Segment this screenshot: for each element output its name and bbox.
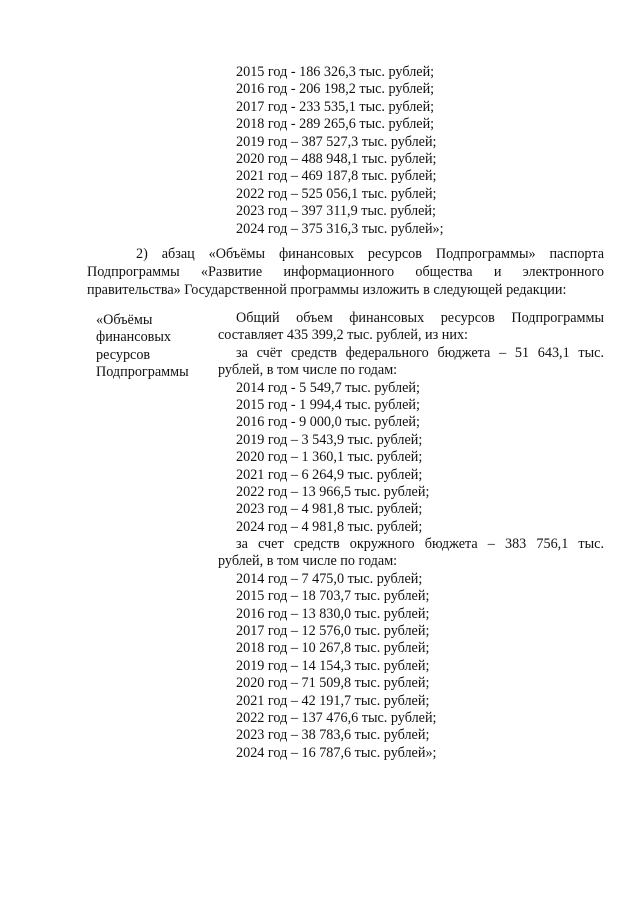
year-line: 2018 год - 289 265,6 тыс. рублей; xyxy=(236,116,435,133)
year-line: 2022 год – 525 056,1 тыс. рублей; xyxy=(236,185,437,202)
total-text-line2: составляет 435 399,2 тыс. рублей, из них: xyxy=(218,327,468,344)
year-line: 2014 год - 5 549,7 тыс. рублей; xyxy=(236,379,420,396)
federal-year-list xyxy=(218,380,604,537)
year-line: 2022 год – 13 966,5 тыс. рублей; xyxy=(236,483,430,500)
year-line: 2021 год – 42 191,7 тыс. рублей; xyxy=(236,692,430,709)
table-right-content xyxy=(218,310,604,762)
year-line: 2020 год – 71 509,8 тыс. рублей; xyxy=(236,675,430,692)
year-line: 2017 год - 233 535,1 тыс. рублей; xyxy=(236,98,435,115)
year-line: 2016 год - 9 000,0 тыс. рублей; xyxy=(236,414,420,431)
district-text-line1: за счет средств окружного бюджета – 383 756,1 тыс. xyxy=(236,536,604,553)
label-line: Подпрограммы xyxy=(96,364,189,381)
year-line: 2018 год – 10 267,8 тыс. рублей; xyxy=(236,640,430,657)
year-line: 2019 год – 14 154,3 тыс. рублей; xyxy=(236,657,430,674)
district-text-line2: рублей, в том числе по годам: xyxy=(218,553,398,570)
amendment-paragraph: 2) абзац «Объёмы финансовых ресурсов Подпрограммы» паспорта Подпрограммы «Развитие информационного общества и электронного правительства» Государственной программы изложить в следующей редакции: xyxy=(87,246,604,298)
year-line: 2019 год – 387 527,3 тыс. рублей; xyxy=(236,133,437,150)
label-line: финансовых xyxy=(96,329,171,346)
year-line: 2021 год – 6 264,9 тыс. рублей; xyxy=(236,466,423,483)
year-line: 2024 год – 4 981,8 тыс. рублей; xyxy=(236,518,423,535)
year-line: 2023 год – 4 981,8 тыс. рублей; xyxy=(236,501,423,518)
year-line: 2016 год – 13 830,0 тыс. рублей; xyxy=(236,605,430,622)
year-line: 2019 год – 3 543,9 тыс. рублей; xyxy=(236,431,423,448)
federal-text-line2: рублей, в том числе по годам: xyxy=(218,362,398,379)
year-line: 2015 год – 18 703,7 тыс. рублей; xyxy=(236,588,430,605)
top-year-list xyxy=(236,64,444,238)
year-line: 2021 год – 469 187,8 тыс. рублей; xyxy=(236,168,437,185)
year-line: 2024 год – 375 316,3 тыс. рублей»; xyxy=(236,220,444,237)
total-text-line1: Общий объем финансовых ресурсов Подпрограммы xyxy=(236,310,604,326)
year-line: 2015 год - 186 326,3 тыс. рублей; xyxy=(236,64,435,80)
year-line: 2014 год – 7 475,0 тыс. рублей; xyxy=(236,570,423,587)
year-line: 2016 год - 206 198,2 тыс. рублей; xyxy=(236,81,435,98)
district-year-list xyxy=(218,571,604,762)
label-line: ресурсов xyxy=(96,346,151,363)
federal-text-line1: за счёт средств федерального бюджета – 51 643,1 тыс. xyxy=(236,344,604,361)
year-line: 2020 год – 1 360,1 тыс. рублей; xyxy=(236,449,423,466)
year-line: 2015 год - 1 994,4 тыс. рублей; xyxy=(236,396,420,413)
year-line: 2024 год – 16 787,6 тыс. рублей»; xyxy=(236,744,437,761)
label-line: «Объёмы xyxy=(96,312,153,328)
year-line: 2023 год – 397 311,9 тыс. рублей; xyxy=(236,203,436,220)
table-left-label xyxy=(96,312,206,382)
year-line: 2017 год – 12 576,0 тыс. рублей; xyxy=(236,623,430,640)
year-line: 2020 год – 488 948,1 тыс. рублей; xyxy=(236,150,437,167)
year-line: 2023 год – 38 783,6 тыс. рублей; xyxy=(236,727,430,744)
year-line: 2022 год – 137 476,6 тыс. рублей; xyxy=(236,709,437,726)
